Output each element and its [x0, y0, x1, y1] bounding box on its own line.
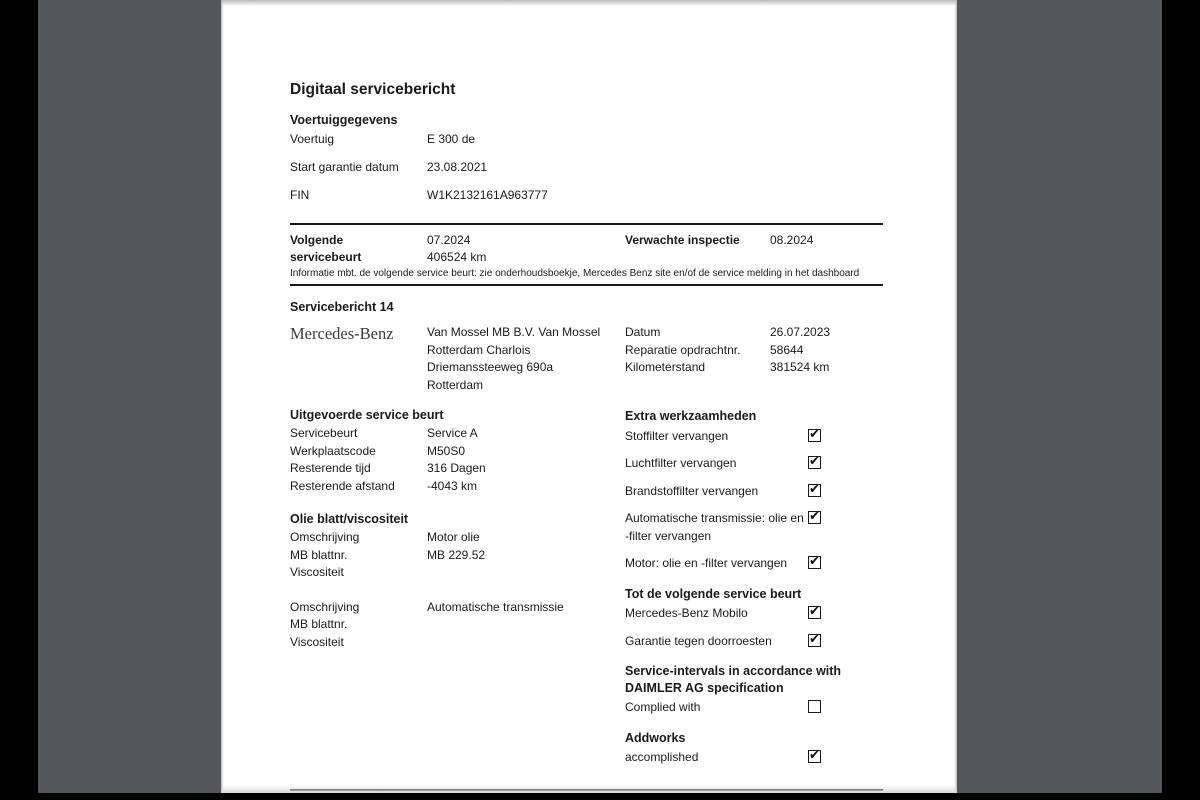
field-value: Automatische transmissie	[427, 599, 564, 614]
document-page	[221, 0, 957, 793]
divider	[290, 284, 883, 286]
check-label: Luchtfilter vervangen	[625, 456, 737, 470]
oil-block-1	[290, 529, 625, 582]
field-label: Voertuig	[290, 132, 335, 146]
service-message-details	[625, 324, 883, 394]
check-row-stoffilter	[625, 428, 883, 446]
extra-work-heading: Extra werkzaamheden	[625, 409, 757, 423]
field-label: Servicebeurt	[290, 426, 358, 440]
field-label: Resterende afstand	[290, 478, 395, 493]
field-value: MB 229.52	[427, 547, 486, 562]
check-row-luchtfilter	[625, 455, 883, 473]
field-label: Omschrijving	[290, 530, 360, 544]
oil-section-heading: Olie blatt/viscositeit	[290, 512, 409, 526]
expected-inspection-label: Verwachte inspectie	[625, 233, 740, 247]
row-mb-blattnr	[290, 616, 625, 634]
next-service-section	[290, 232, 883, 266]
field-value: 23.08.2021	[427, 160, 488, 174]
field-value: E 300 de	[427, 132, 476, 146]
row-resterende-afstand	[290, 478, 625, 496]
dealer-line: Van Mossel MB B.V. Van Mossel	[427, 325, 601, 339]
checkbox-luchtfilter-icon	[808, 456, 821, 469]
checkbox-brandstoffilter-icon	[808, 484, 821, 497]
row-reparatie-opdrachtnr	[625, 342, 883, 360]
checkbox-accomplished-icon	[808, 750, 821, 763]
field-value: 381524 km	[770, 360, 830, 374]
check-row-accomplished	[625, 749, 883, 767]
row-omschrijving	[290, 599, 625, 617]
field-label: Viscositeit	[290, 565, 344, 579]
check-row-complied-with	[625, 699, 883, 717]
oil-block-2	[290, 599, 625, 652]
field-value	[427, 564, 625, 582]
field-label: FIN	[290, 188, 310, 202]
row-resterende-tijd	[290, 460, 625, 478]
row-werkplaatscode	[290, 443, 625, 461]
field-label: MB blattnr.	[290, 617, 348, 631]
field-value: -4043 km	[427, 478, 478, 493]
check-label: Automatische transmissie: olie en -filter vervangen	[625, 511, 804, 543]
dealer-line: Rotterdam	[427, 377, 484, 392]
field-label: Reparatie opdrachtnr.	[625, 342, 741, 357]
field-value	[427, 634, 625, 652]
right-column	[625, 408, 883, 777]
left-column	[290, 408, 625, 651]
field-label: Resterende tijd	[290, 461, 371, 475]
row-servicebeurt	[290, 425, 625, 443]
row-mb-blattnr	[290, 547, 625, 565]
next-service-odometer: 406524 km	[427, 250, 487, 264]
checkbox-complied-with-icon	[808, 700, 821, 713]
service-intervals-heading: Service-intervals in accordance with DAIMLER AG specification	[625, 664, 842, 695]
checkbox-motor-olie-icon	[808, 556, 821, 569]
dealer-line: Rotterdam Charlois	[427, 342, 531, 357]
check-label: Mercedes-Benz Mobilo	[625, 606, 748, 620]
field-value: 58644	[770, 342, 804, 357]
vehicle-rows	[290, 132, 883, 203]
dealer-line: Driemanssteeweg 690a	[427, 360, 554, 374]
check-row-automatische-transmissie	[625, 510, 883, 545]
until-next-service-heading: Tot de volgende service beurt	[625, 586, 802, 601]
check-label: Complied with	[625, 700, 701, 714]
row-viscositeit	[290, 564, 625, 582]
field-label: Viscositeit	[290, 634, 344, 649]
check-row-mobilo	[625, 605, 883, 623]
checkbox-mobilo-icon	[808, 606, 821, 619]
next-service-note: Informatie mbt. de volgende service beurt: zie onderhoudsboekje, Mercedes Benz site en/of de service melding in het dashboard	[290, 268, 860, 279]
row-datum	[625, 324, 883, 342]
details-columns	[290, 408, 883, 777]
page-title: Digitaal servicebericht	[290, 81, 456, 98]
checkbox-garantie-doorroesten-icon	[808, 634, 821, 647]
divider	[290, 223, 883, 225]
service-message-heading: Servicebericht 14	[290, 300, 394, 314]
check-label: Brandstoffilter vervangen	[625, 483, 759, 498]
check-row-garantie-doorroesten	[625, 633, 883, 651]
expected-inspection-period: 08.2024	[770, 233, 814, 247]
field-label: Omschrijving	[290, 599, 360, 614]
field-value: M50S0	[427, 443, 466, 458]
check-row-brandstoffilter	[625, 483, 883, 501]
field-label: MB blattnr.	[290, 547, 348, 562]
checkbox-stoffilter-icon	[808, 429, 821, 442]
row-fin	[290, 188, 883, 203]
document-content	[290, 0, 883, 791]
row-omschrijving	[290, 529, 625, 547]
photo-area	[38, 0, 1162, 793]
field-value: Service A	[427, 426, 478, 440]
field-label: Kilometerstand	[625, 360, 706, 374]
check-label: accomplished	[625, 750, 699, 764]
next-service-label: Volgende servicebeurt	[290, 233, 362, 264]
check-label: Garantie tegen doorroesten	[625, 633, 772, 648]
checkbox-automatische-transmissie-icon	[808, 511, 821, 524]
divider	[290, 789, 883, 791]
field-value	[427, 616, 625, 634]
check-label: Stoffilter vervangen	[625, 428, 729, 443]
field-label: Start garantie datum	[290, 160, 399, 174]
row-kilometerstand	[625, 359, 883, 377]
row-start-garantie-datum	[290, 160, 883, 175]
field-value: 26.07.2023	[770, 325, 831, 339]
field-label: Werkplaatscode	[290, 443, 376, 458]
next-service-period: 07.2024	[427, 233, 471, 247]
addworks-heading: Addworks	[625, 730, 686, 745]
check-row-motor-olie	[625, 555, 883, 573]
dealer-address	[427, 324, 625, 394]
row-viscositeit	[290, 634, 625, 652]
performed-service-heading: Uitgevoerde service beurt	[290, 408, 444, 422]
check-label: Motor: olie en -filter vervangen	[625, 556, 788, 570]
vehicle-section-heading: Voertuiggegevens	[290, 113, 398, 127]
field-label: Datum	[625, 325, 661, 339]
field-value: W1K2132161A963777	[427, 188, 548, 202]
service-message-section	[290, 324, 883, 394]
field-value: Motor olie	[427, 530, 480, 544]
field-value: 316 Dagen	[427, 461, 486, 475]
mercedes-benz-wordmark: Mercedes-Benz	[290, 324, 394, 343]
row-voertuig	[290, 132, 883, 147]
